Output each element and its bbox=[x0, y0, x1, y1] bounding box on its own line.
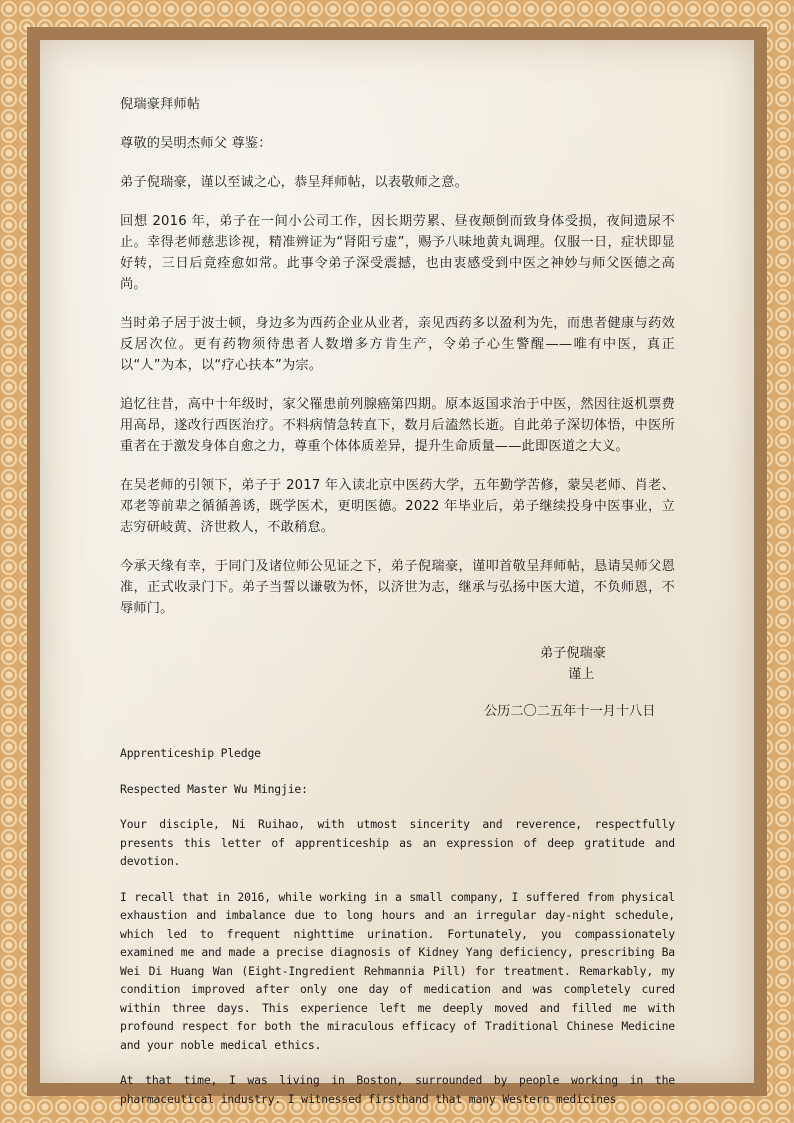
english-section bbox=[120, 744, 675, 1108]
sign-date: 公历二〇二五年十一月十八日 bbox=[484, 704, 656, 719]
cn-paragraph: 在吴老师的引领下，弟子于 2017 年入读北京中医药大学，五年勤学苦修，蒙吴老师、肖老、邓老等前辈之循循善诱，既学医术，更明医德。2022 年毕业后，弟子继续投身中医事业，立志穷研岐黄、济世救人，不敢稍怠。 bbox=[120, 478, 675, 535]
cn-paragraph: 回想 2016 年，弟子在一间小公司工作，因长期劳累、昼夜颠倒而致身体受损，夜间遗尿不止。幸得老师慈悲诊视，精准辨证为“肾阳亏虚”，赐予八味地黄丸调理。仅服一日，症状即显好转，三日后竟痊愈如常。此事令弟子深受震撼，也由衷感受到中医之神妙与师父医德之高尚。 bbox=[120, 214, 675, 292]
sign-closing: 谨上 bbox=[568, 667, 595, 682]
cn-title: 倪瑞豪拜师帖 bbox=[120, 97, 201, 112]
cn-salutation: 尊敬的吴明杰师父 尊鉴： bbox=[120, 136, 272, 151]
cn-paragraph: 当时弟子居于波士顿，身边多为西药企业从业者，亲见西药多以盈利为先，而患者健康与药效反居次位。更有药物须待患者人数增多方肯生产，令弟子心生警醒——唯有中医，真正以“人”为本，以“疗心扶本”为宗。 bbox=[120, 316, 675, 373]
en-paragraph: At that time, I was living in Boston, surrounded by people working in the pharmaceutical industry. I witnessed firsthand that many Western medicines bbox=[120, 1073, 675, 1106]
en-paragraph: Your disciple, Ni Ruihao, with utmost sincerity and reverence, respectfully presents this letter of apprenticeship as an expression of deep gratitude and devotion. bbox=[120, 817, 675, 868]
cn-paragraph: 今承天缘有幸，于同门及诸位师公见证之下，弟子倪瑞豪，谨叩首敬呈拜师帖，恳请吴师父恩准，正式收录门下。弟子当誓以谦敬为怀，以济世为志，继承与弘扬中医大道，不负师恩，不辱师门。 bbox=[120, 559, 675, 616]
en-title: Apprenticeship Pledge bbox=[120, 746, 261, 760]
cn-paragraph: 追忆往昔，高中十年级时，家父罹患前列腺癌第四期。原本返国求治于中医，然因往返机票费用高昂，遂改行西医治疗。不料病情急转直下，数月后溘然长逝。自此弟子深切体悟，中医所重者在于激发身体自愈之力，尊重个体体质差异，提升生命质量——此即医道之大义。 bbox=[120, 397, 675, 454]
en-salutation: Respected Master Wu Mingjie: bbox=[120, 781, 308, 796]
en-paragraph: I recall that in 2016, while working in a small company, I suffered from physical exhaustion and imbalance due to long hours and an irregular day-night schedule, which led to frequent nighttime urination. Fortunately, you compassionately examined me and made a precise diagnosis of Kidney Yang deficiency, prescribing Ba Wei Di Huang Wan (Eight-Ingredient Rehmannia Pill) for treatment. Remarkably, my condition improved after only one day of medication and was completely cured within three days. This experience left me deeply moved and filled me with profound respect for both the miraculous efficacy of Traditional Chinese Medicine and your noble medical ethics. bbox=[120, 889, 675, 1052]
chinese-section bbox=[120, 94, 675, 722]
cn-paragraph: 弟子倪瑞豪，谨以至诚之心，恭呈拜师帖，以表敬师之意。 bbox=[120, 175, 469, 190]
sign-name: 弟子倪瑞豪 bbox=[540, 646, 606, 661]
signature-block bbox=[120, 643, 675, 722]
letter-body bbox=[120, 94, 675, 1108]
